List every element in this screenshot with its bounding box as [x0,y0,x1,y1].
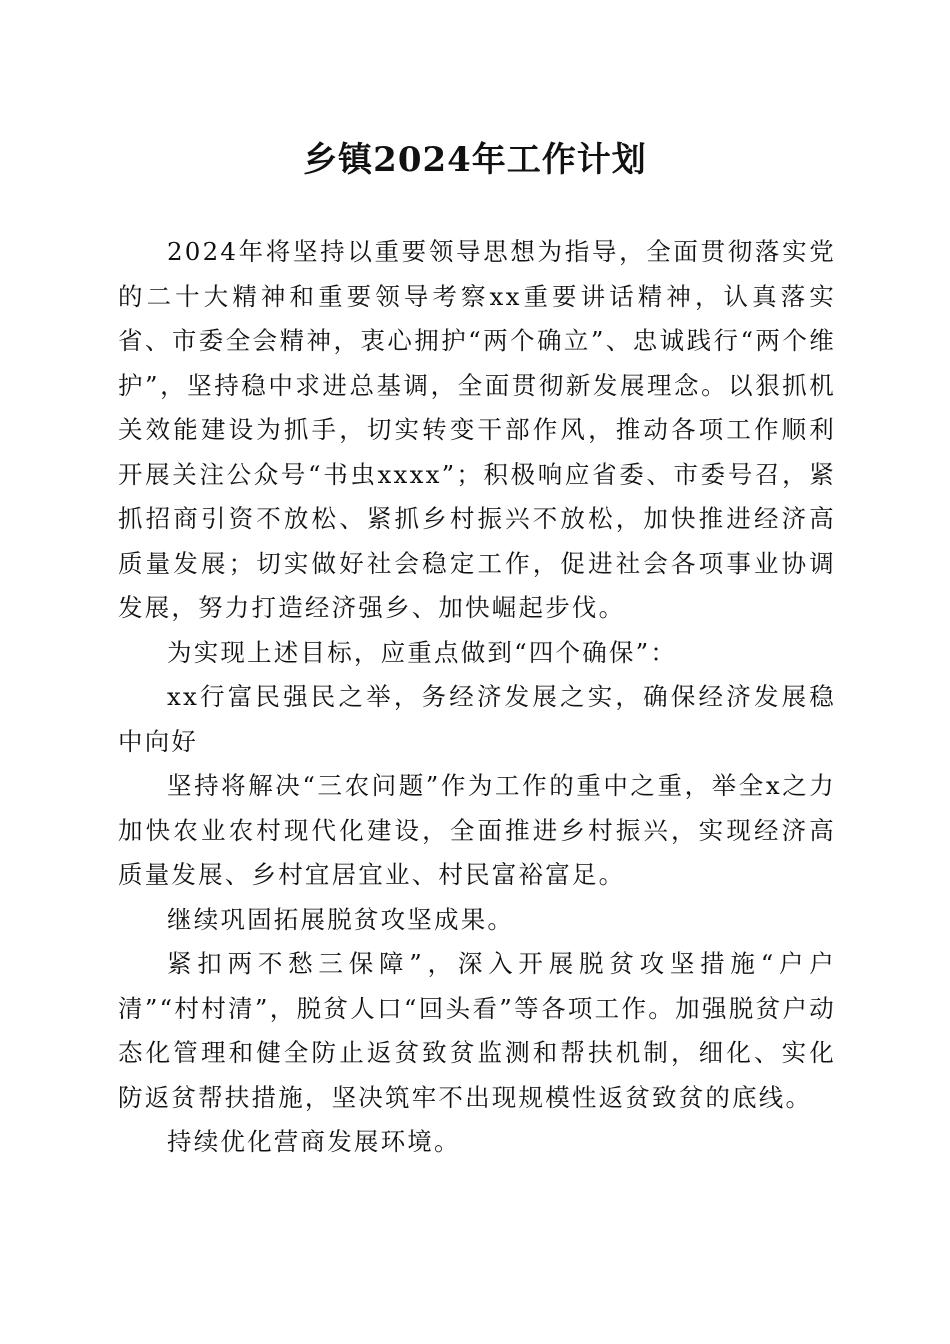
paragraph-rural: 坚持将解决“三农问题”作为工作的重中之重，举全x之力加快农业农村现代化建设，全面推进乡村振兴，实现经济高质量发展、乡村宜居宜业、村民富裕富足。 [118,771,836,889]
paragraph-heading-economy: xx行富民强民之举，务经济发展之实，确保经济发展稳中向好 [118,682,836,756]
paragraph-goals: 为实现上述目标，应重点做到“四个确保”： [167,637,678,667]
paragraph-heading-business: 持续优化营商发展环境。 [167,1127,461,1156]
document-title: 乡镇2024年工作计划 [303,140,647,180]
document-body [118,230,836,1165]
paragraph-poverty: 紧扣两不愁三保障”，深入开展脱贫攻坚措施“户户清”“村村清”，脱贫人口“回头看”等各项工作。加强脱贫户动态化管理和健全防止返贫致贫监测和帮扶机制，细化、实化防返贫帮扶措施，坚决筑牢不出现规模性返贫致贫的底线。 [118,949,836,1112]
paragraph-heading-poverty: 继续巩固拓展脱贫攻坚成果。 [167,904,515,934]
paragraph-intro: 2024年将坚持以重要领导思想为指导，全面贯彻落实党的二十大精神和重要领导考察xx重要讲话精神，认真落实省、市委全会精神，衷心拥护“两个确立”、忠诚践行“两个维护”，坚持稳中求进总基调，全面贯彻新发展理念。以狠抓机关效能建设为抓手，切实转变干部作风，推动各项工作顺利开展关注公众号“书虫xxxx”；积极响应省委、市委号召，紧抓招商引资不放松、紧抓乡村振兴不放松，加快推进经济高质量发展；切实做好社会稳定工作，促进社会各项事业协调发展，努力打造经济强乡、加快崛起步伐。 [118,237,836,622]
